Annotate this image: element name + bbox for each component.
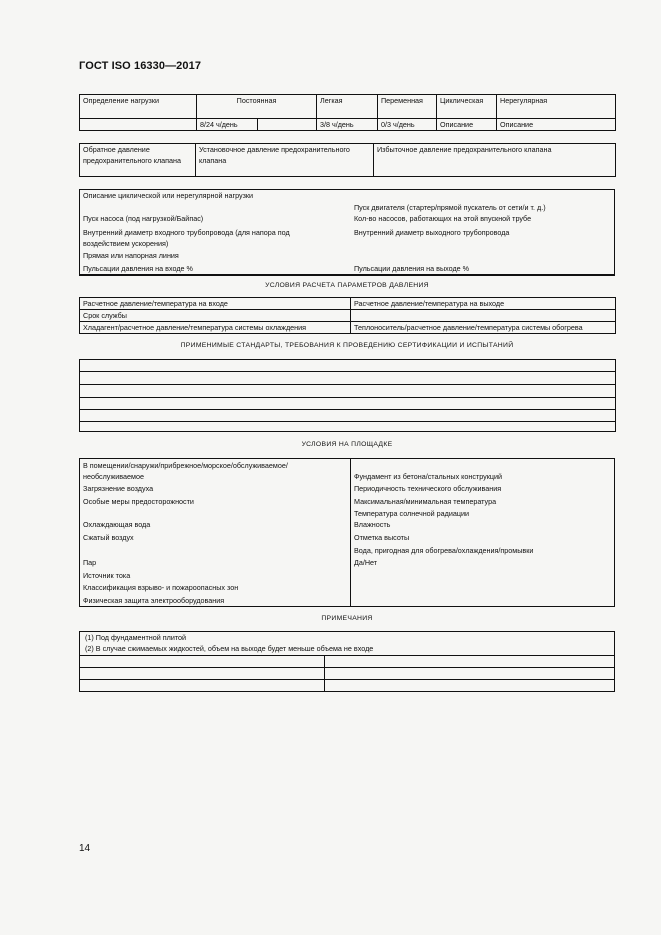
divider: [79, 274, 615, 275]
load-hours-constant: 8/24 ч/день: [197, 119, 258, 131]
load-light: Легкая: [317, 95, 378, 119]
site-location-label: В помещении/снаружи/прибрежное/морское/обслуживаемое/необслуживаемое: [83, 461, 288, 481]
load-constant: Постоянная: [197, 95, 317, 119]
load-irregular: Нерегулярная: [497, 95, 616, 119]
standards-row: [80, 422, 616, 432]
special-precautions-label: Особые меры предосторожности: [83, 497, 194, 506]
temperature-range-label: Максимальная/минимальная температура: [354, 497, 497, 506]
yes-no-label: Да/Нет: [354, 558, 378, 567]
standards-section-title: ПРИМЕНИМЫЕ СТАНДАРТЫ, ТРЕБОВАНИЯ К ПРОВЕДЕНИЮ СЕРТИФИКАЦИИ И ИСПЫТАНИЙ: [180, 342, 514, 349]
coolant-conditions: Хладагент/расчетное давление/температура системы охлаждения: [80, 322, 351, 334]
outlet-diameter-label: Внутренний диаметр выходного трубопровода: [354, 228, 510, 237]
pressure-section-title: УСЛОВИЯ РАСЧЕТА ПАРАМЕТРОВ ДАВЛЕНИЯ: [265, 282, 429, 289]
load-hours-variable: 0/3 ч/день: [378, 119, 437, 131]
note-1: (1) Под фундаментной плитой: [85, 633, 187, 642]
load-cyclic: Циклическая: [437, 95, 497, 119]
hazard-zones-label: Классификация взрыво- и пожароопасных зон: [83, 583, 239, 592]
motor-start-label: Пуск двигателя (стартер/прямой пускатель от сети/и т. д.): [354, 203, 546, 212]
relief-valve-table: [79, 143, 616, 177]
power-source-label: Источник тока: [83, 571, 131, 580]
maintenance-interval-label: Периодичность технического обслуживания: [354, 484, 502, 493]
load-definition-label: Определение нагрузки: [80, 95, 197, 119]
site-section-title: УСЛОВИЯ НА ПЛОЩАДКЕ: [301, 441, 393, 448]
inlet-design-pressure: Расчетное давление/температура на входе: [80, 298, 351, 310]
set-pressure-cell: Установочное давление предохранительного клапана: [196, 144, 374, 177]
pressure-conditions-table: [79, 297, 616, 334]
page-number: 14: [79, 843, 91, 854]
note-2: (2) В случае сжимаемых жидкостей, объем на выходе будет меньше объема не входе: [85, 644, 374, 653]
empty-cell: [351, 310, 616, 322]
altitude-label: Отметка высоты: [354, 533, 410, 542]
outlet-design-pressure: Расчетное давление/температура на выходе: [351, 298, 616, 310]
foundation-label: Фундамент из бетона/стальных конструкций: [354, 472, 503, 481]
load-empty-cell: [258, 119, 317, 131]
divider: [350, 458, 351, 607]
heating-medium-conditions: Теплоноситель/расчетное давление/температура системы обогрева: [351, 322, 616, 334]
outlet-pulsation-label: Пульсации давления на выходе %: [354, 264, 470, 273]
pump-start-label: Пуск насоса (под нагрузкой/Байпас): [83, 214, 204, 223]
notes-section-title: ПРИМЕЧАНИЯ: [321, 615, 373, 622]
load-cyclic-description: Описание: [437, 119, 497, 131]
back-pressure-cell: Обратное давление предохранительного клапана: [80, 144, 196, 177]
standards-row: [80, 372, 616, 385]
document-title: ГОСТ ISO 16330—2017: [79, 60, 202, 72]
load-definition-table: [79, 94, 616, 131]
standards-row: [80, 398, 616, 410]
divider: [79, 679, 615, 680]
line-type-label: Прямая или напорная линия: [83, 251, 179, 260]
standards-row: [80, 360, 616, 372]
cyclic-load-title: Описание циклической или нерегулярной нагрузки: [83, 191, 254, 200]
overpressure-cell: Избыточное давление предохранительного клапана: [374, 144, 616, 177]
load-empty-cell: [80, 119, 197, 131]
compressed-air-label: Сжатый воздух: [83, 533, 134, 542]
humidity-label: Влажность: [354, 520, 391, 529]
pump-count-label: Кол-во насосов, работающих на этой впускной трубе: [354, 214, 532, 223]
utility-water-label: Вода, пригодная для обогрева/охлаждения/промывки: [354, 546, 534, 555]
load-irregular-description: Описание: [497, 119, 616, 131]
electrical-protection-label: Физическая защита электрооборудования: [83, 596, 225, 605]
cooling-water-label: Охлаждающая вода: [83, 520, 151, 529]
load-variable: Переменная: [378, 95, 437, 119]
divider: [79, 655, 615, 656]
steam-label: Пар: [83, 558, 97, 567]
standards-row: [80, 385, 616, 398]
service-life: Срок службы: [80, 310, 351, 322]
inlet-pulsation-label: Пульсации давления на входе %: [83, 264, 193, 273]
divider: [324, 655, 325, 692]
divider: [79, 667, 615, 668]
standards-table: [79, 359, 616, 432]
solar-temperature-label: Температура солнечной радиации: [354, 509, 470, 518]
load-hours-light: 3/8 ч/день: [317, 119, 378, 131]
air-pollution-label: Загрязнение воздуха: [83, 484, 154, 493]
standards-row: [80, 410, 616, 422]
inlet-diameter-label: Внутренний диаметр входного трубопровода (для напора под воздействием ускорения): [83, 228, 290, 248]
